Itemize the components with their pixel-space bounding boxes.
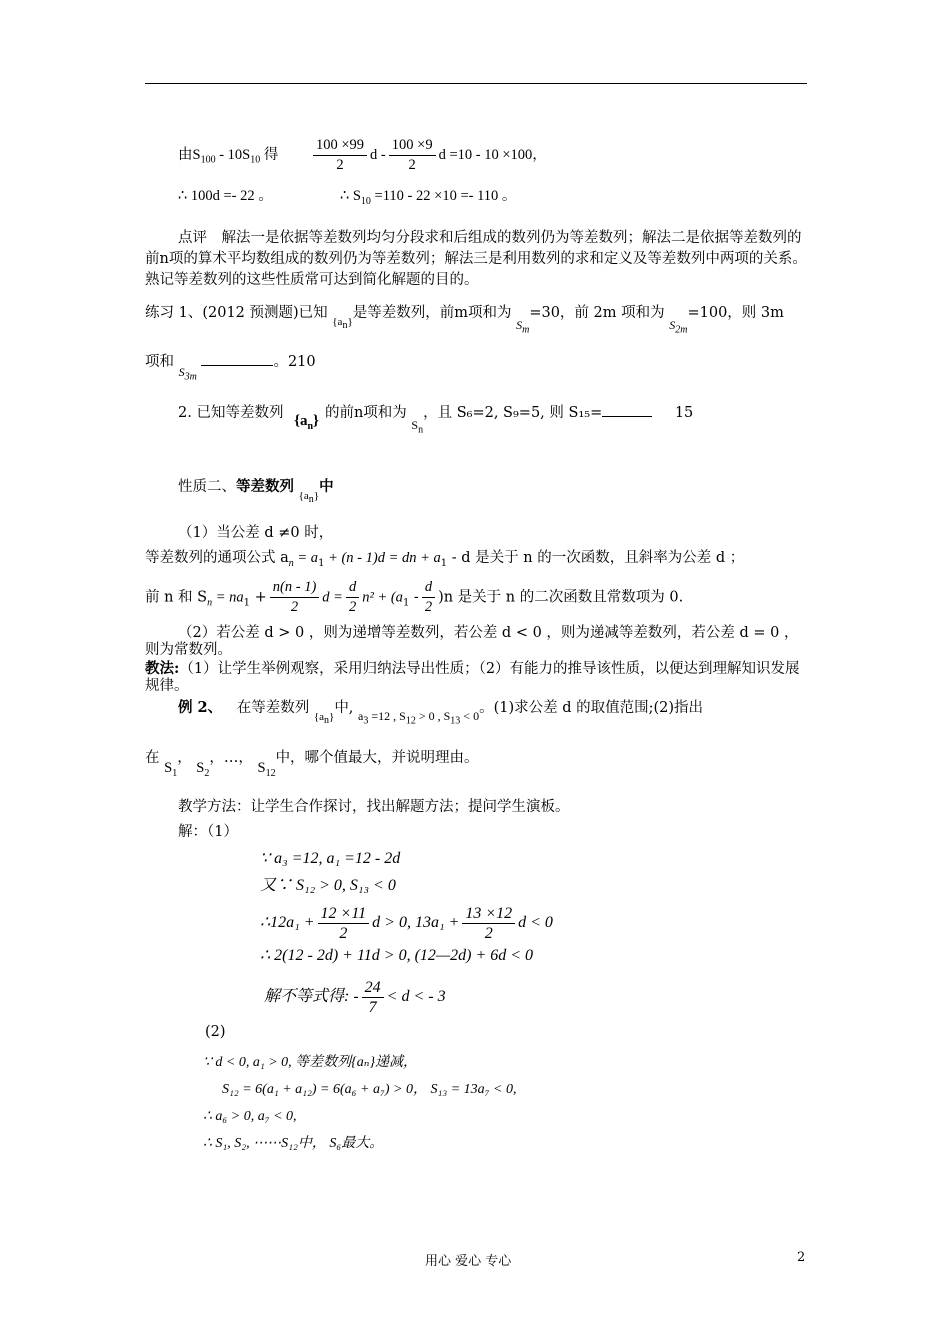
denominator: 2 [424,599,433,615]
fraction [346,578,359,617]
answer: 15 [674,405,694,421]
subscript: n [418,424,424,436]
equation-line-2-left: ∴ 100d =- 22 。 [178,188,273,204]
text: =100，则 3m [687,305,784,321]
text: （1）让学生举例观察，采用归纳法导出性质；（2）有能力的推导该性质，以便达到理解知识发展规律。 [145,661,800,694]
text: = a [293,550,319,566]
text: d < 0 [518,914,553,932]
text: a [358,709,364,723]
label: 教法: [145,660,180,677]
solution-2-step-3: ∴ a₆ > 0, a₇ < 0, [203,1109,297,1124]
subscript: 12 [265,767,276,779]
equation-line-1 [178,136,547,175]
text: d =10 - 10 ×100， [438,146,547,163]
subscript: 3m [184,371,197,383]
text: d > 0, 13a₁ + [372,914,460,932]
text: {a [313,711,325,723]
subscript: n [207,597,213,609]
text: 等差数列的通项公式 a [145,550,289,566]
text: } [313,490,320,502]
text: 等差数列 [236,478,294,495]
subscript: n [288,557,294,569]
subscript: m [522,324,530,336]
text: S [516,318,523,332]
header-rule [145,83,807,84]
sequence-an [298,490,320,506]
review-paragraph: 点评 解法一是依据等差数列均匀分段求和后组成的数列仍为等差数列；解法二是依据等差数列的前n项的算术平均数组成的数列仍为等差数列；解法三是利用数列的求和定义及等差数列中两项的关系。熟记等差数列的这些性质常可达到简化解题的目的。 [145,230,807,288]
text: ∴12a₁ + [260,914,315,932]
subscript: 1 [402,597,410,609]
text: 解不等式得: - [264,988,359,1006]
solution-step-2: 又∵ S₁₂ > 0, S₁₃ < 0 [260,877,396,894]
text: S [396,709,406,723]
denominator: 2 [408,157,416,173]
fraction [389,136,436,175]
numerator: 13 ×12 [462,904,515,924]
subscript: 12 [405,715,416,727]
text: 中，哪个值最大，并说明理由。 [275,750,479,766]
numerator: 100 ×99 [313,136,367,156]
property-2-heading [178,477,334,510]
text: ∴ S [340,188,361,204]
text: < d < - 3 [386,988,446,1006]
text: } [329,711,335,723]
exercise-1-line-2 [145,352,316,387]
solution-label: 解：（1） [178,824,238,840]
example-2-line-2 [145,748,479,784]
answer-blank [201,365,273,366]
subscript: 10 [360,195,371,207]
text: S [164,760,173,776]
condition-2: （2）若公差 d > 0 ，则为递增等差数列，若公差 d < 0 ，则为递减等差数列，若公差 d = 0 ，则为常数列。 [145,625,799,658]
text: ，…， [209,750,253,766]
text: d - [370,146,386,163]
page-number: 2 [797,1250,806,1265]
subscript: 1 [172,767,178,779]
text: d = [322,589,343,606]
sequence-an [313,711,335,727]
text: ，且 S₆=2, S₉=5, 则 S₁₅= [423,405,603,421]
sequence-an [332,316,353,332]
denominator: 2 [484,925,493,942]
text: + (n - 1)d = dn + a [324,550,441,566]
general-term-line [145,548,744,574]
example-2-line [178,698,703,731]
text: + [250,589,267,606]
solution-step-3 [260,904,553,943]
teaching-method-paragraph [145,660,807,695]
text: 练习 1、(2012 预测题)已知 [145,305,328,321]
conditions [358,709,480,727]
subscript: n [308,494,314,506]
condition-1: （1）当公差 d ≠0 时， [178,525,334,541]
label: 例 2、 [178,699,223,716]
fraction [270,578,320,617]
text: 是等差数列，前m项和为 [352,305,512,321]
fraction [462,904,515,943]
text: S [411,418,419,432]
subscript: 1 [440,557,448,569]
sum-s3m [178,365,197,383]
exercise-2-line [178,403,693,440]
solution-step-5 [264,978,446,1017]
subscript: 100 [200,154,216,166]
denominator: 2 [290,599,299,615]
denominator: 2 [348,599,357,615]
solution-2-step-4: ∴ S₁, S₂, ⋯⋯S₁₂中， S₆最大。 [203,1136,384,1151]
text: - [409,589,419,606]
text: =110 - 22 ×10 =- 110 。 [370,188,517,204]
fraction [313,136,367,175]
subscript: 10 [250,154,261,166]
text: > 0 , [415,709,441,723]
text: } [313,413,319,429]
answer-blank [602,416,652,417]
text: 得 [263,146,279,163]
text: S [196,760,205,776]
fraction [362,978,384,1017]
text: S [257,760,266,776]
text: 前 n 和 S [145,589,208,606]
numerator: n(n - 1) [270,578,320,598]
text: S [178,365,185,379]
text: {a [332,316,343,328]
sum-sn [411,418,424,436]
fraction [318,904,370,943]
text: {a [294,413,308,429]
text: 。210 [273,354,316,370]
text: 由S [178,146,201,163]
text: 性质二、 [178,479,236,495]
denominator: 7 [368,999,377,1016]
text: - d 是关于 n 的一次函数，且斜率为公差 d ； [447,550,745,566]
sum-s2 [196,760,210,779]
footer-slogan: 用心 爱心 专心 [425,1254,512,1269]
denominator: 2 [339,925,348,942]
subscript: 3 [363,715,369,727]
solution-step-1: ∵ a₃ =12, a₁ =12 - 2d [260,850,401,867]
subscript: n [307,421,314,432]
text: =12 , [368,709,397,723]
text: 中, [334,700,354,716]
exercise-1-line [145,303,784,340]
numerator: 12 ×11 [318,904,370,924]
sum-s1 [164,760,178,779]
text: = na [212,589,244,606]
text: < 0 [460,709,480,723]
text: 在等差数列 [236,700,310,716]
text: } [347,316,353,328]
text: S [440,709,451,723]
text: {a [298,490,309,502]
solution-2-step-2: S₁₂ = 6(a₁ + a₁₂) = 6(a₆ + a₇) > 0， S₁₃ = 13a₇ < 0, [222,1082,517,1097]
text: 。(1)求公差 d 的取值范围;(2)指出 [479,700,704,716]
text: ， [177,750,192,766]
text: =30，前 2m 项和为 [529,305,665,321]
text: 的前n项和为 [324,405,407,421]
numerator: d [422,578,435,598]
text: )n 是关于 n 的二次函数且常数项为 0. [438,589,684,606]
subscript: 13 [450,715,461,727]
subscript: 1 [243,597,251,609]
sequence-an [294,413,319,432]
subscript: 1 [318,557,325,569]
subscript: 2 [204,767,210,779]
denominator: 2 [336,157,344,173]
sum-s12 [257,760,276,779]
text: 2. 已知等差数列 [178,405,284,421]
text: - 10S [215,146,251,163]
solution-part-2-label: (2) [205,1024,226,1040]
subscript: n [324,715,330,727]
solution-2-step-1: ∵ d < 0, a₁ > 0, 等差数列{aₙ}递减， [203,1055,418,1070]
solution-step-4: ∴ 2(12 - 2d) + 11d > 0, (12—2d) + 6d < 0 [260,947,534,964]
fraction [422,578,435,617]
sum-sm [516,318,530,336]
text: n² + (a [362,589,403,606]
text: 中 [319,478,334,495]
numerator: d [346,578,359,598]
text: 在 [145,750,160,766]
subscript: 2m [675,324,688,336]
text: S [669,318,676,332]
numerator: 100 ×9 [389,136,436,156]
subscript: n [342,320,348,332]
text: 项和 [145,354,174,370]
sum-s2m [669,318,688,336]
equation-line-2-right [340,186,516,212]
teaching-method-line: 教学方法：让学生合作探讨，找出解题方法；提问学生演板。 [178,799,570,815]
sum-formula-line [145,578,683,617]
numerator: 24 [362,978,384,998]
